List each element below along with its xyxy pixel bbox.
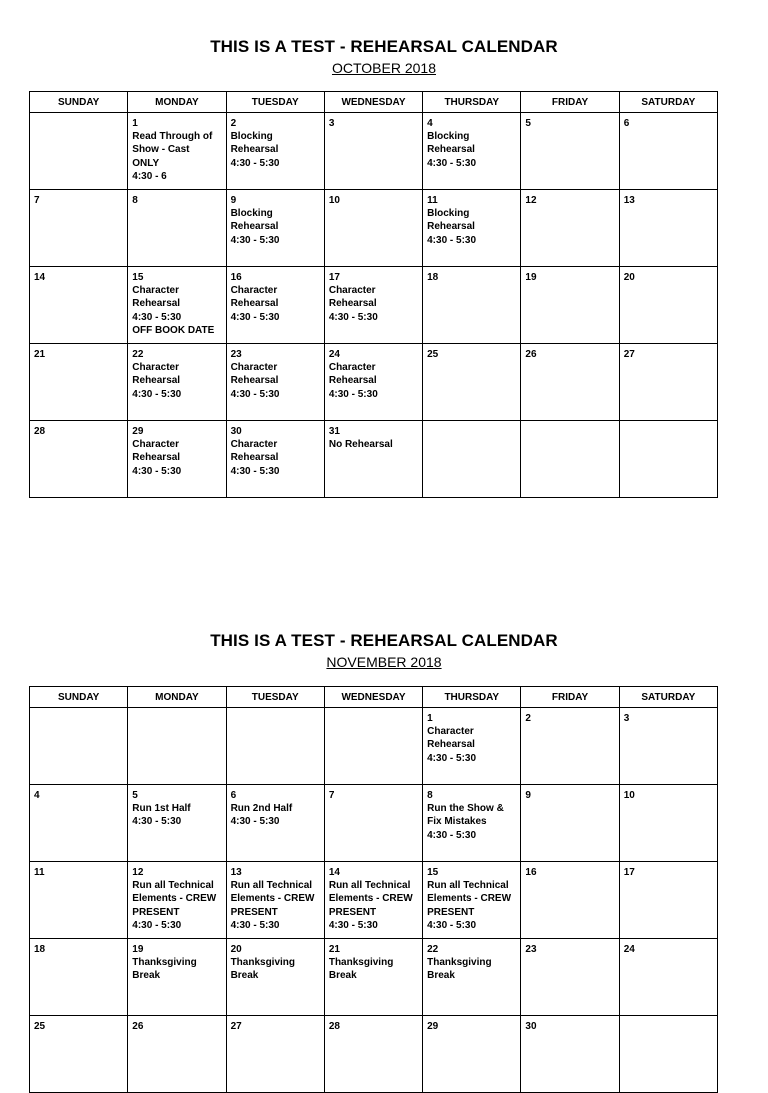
week-row [30, 862, 718, 939]
day-cell [226, 785, 324, 862]
day-number: 13 [623, 195, 635, 206]
day-cell [619, 267, 717, 344]
day-cell [226, 421, 324, 498]
day-cell [423, 267, 521, 344]
day-number: 12 [525, 195, 537, 206]
day-cell [521, 1016, 619, 1093]
day-number: 4 [427, 118, 433, 129]
day-number: 26 [525, 349, 537, 360]
day-cell [619, 862, 717, 939]
day-number: 24 [623, 944, 635, 955]
day-cell [128, 939, 226, 1016]
day-number: 21 [328, 944, 340, 955]
day-cell [619, 344, 717, 421]
day-cell [423, 421, 521, 498]
day-number: 9 [230, 195, 237, 206]
weekday-sunday: SUNDAY [30, 687, 128, 708]
day-number: 18 [427, 272, 439, 283]
day-number: 22 [132, 349, 144, 360]
day-number: 22 [427, 944, 439, 955]
week-row [30, 785, 718, 862]
day-cell [128, 190, 226, 267]
day-cell [423, 785, 521, 862]
event-text: Character Rehearsal 4:30 - 5:30 [132, 362, 182, 400]
day-number: 15 [427, 867, 439, 878]
day-number: 28 [328, 1021, 340, 1032]
october-weeks [30, 113, 718, 498]
weekday-wednesday: WEDNESDAY [324, 687, 422, 708]
weekday-saturday: SATURDAY [619, 92, 717, 113]
november-calendar [29, 686, 718, 1093]
day-cell [324, 862, 422, 939]
event-text: Thanksgiving Break [132, 957, 197, 982]
day-cell [324, 267, 422, 344]
week-row [30, 190, 718, 267]
event-text: Run the Show & Fix Mistakes 4:30 - 5:30 [427, 803, 504, 841]
day-number: 29 [132, 426, 144, 437]
event-text: Run 1st Half 4:30 - 5:30 [132, 803, 191, 828]
event-text: Run all Technical Elements - CREW PRESENT 4:30 - 5:30 [328, 880, 413, 931]
day-number: 2 [525, 713, 531, 724]
day-cell [30, 190, 128, 267]
october-calendar-title: THIS IS A TEST - REHEARSAL CALENDAR [210, 37, 558, 56]
day-number: 11 [34, 867, 45, 878]
october-calendar [29, 91, 718, 498]
day-number: 27 [623, 349, 635, 360]
weekday-wednesday: WEDNESDAY [324, 92, 422, 113]
day-number: 27 [230, 1021, 242, 1032]
day-cell [128, 421, 226, 498]
day-cell [30, 113, 128, 190]
event-text: Run 2nd Half 4:30 - 5:30 [230, 803, 293, 828]
day-number: 30 [525, 1021, 537, 1032]
day-cell [226, 113, 324, 190]
week-row [30, 939, 718, 1016]
day-number: 3 [623, 713, 630, 724]
day-cell [423, 1016, 521, 1093]
event-text: Character Rehearsal 4:30 - 5:30 [328, 362, 378, 400]
day-cell [30, 267, 128, 344]
event-text: Thanksgiving Break [328, 957, 394, 982]
day-cell [423, 939, 521, 1016]
day-cell [30, 708, 128, 785]
week-row [30, 421, 718, 498]
weekday-header-row [30, 92, 718, 113]
day-cell [324, 785, 422, 862]
day-number: 15 [132, 272, 144, 283]
event-text: Run all Technical Elements - CREW PRESENT 4:30 - 5:30 [230, 880, 315, 931]
day-cell [128, 344, 226, 421]
day-cell [226, 939, 324, 1016]
day-cell [324, 939, 422, 1016]
day-cell [30, 785, 128, 862]
day-cell [30, 1016, 128, 1093]
event-text: Thanksgiving Break [427, 957, 492, 982]
event-text: Run all Technical Elements - CREW PRESENT 4:30 - 5:30 [427, 880, 512, 931]
day-cell [521, 421, 619, 498]
day-cell [423, 862, 521, 939]
day-cell [521, 344, 619, 421]
day-number: 12 [132, 867, 144, 878]
day-cell [324, 190, 422, 267]
event-text: Blocking Rehearsal 4:30 - 5:30 [230, 208, 280, 246]
day-cell [324, 708, 422, 785]
october-month-label: OCTOBER 2018 [331, 60, 436, 76]
day-number: 25 [427, 349, 439, 360]
day-number: 29 [427, 1021, 439, 1032]
day-cell [128, 862, 226, 939]
day-cell [619, 190, 717, 267]
day-cell [619, 1016, 717, 1093]
event-text: Blocking Rehearsal 4:30 - 5:30 [427, 131, 477, 169]
day-cell [619, 421, 717, 498]
day-number: 24 [328, 349, 340, 360]
day-cell [521, 785, 619, 862]
event-text: Character Rehearsal 4:30 - 5:30 [427, 726, 477, 764]
weekday-thursday: THURSDAY [423, 92, 521, 113]
day-cell [226, 267, 324, 344]
day-number: 10 [328, 195, 340, 206]
day-cell [619, 785, 717, 862]
day-number: 2 [230, 118, 237, 129]
weekday-tuesday: TUESDAY [226, 687, 324, 708]
event-text: Character Rehearsal 4:30 - 5:30 [328, 285, 378, 323]
day-number: 8 [427, 790, 433, 801]
november-calendar-table [29, 686, 718, 1093]
day-cell [521, 267, 619, 344]
event-text: Read Through of Show - Cast ONLY 4:30 - 6 [132, 131, 213, 182]
day-number: 1 [132, 118, 138, 129]
day-cell [30, 862, 128, 939]
day-cell [128, 708, 226, 785]
weekday-sunday: SUNDAY [30, 92, 128, 113]
week-row [30, 267, 718, 344]
day-cell [324, 421, 422, 498]
day-cell [324, 344, 422, 421]
day-number: 7 [34, 195, 40, 206]
day-number: 19 [132, 944, 144, 955]
day-number: 13 [230, 867, 242, 878]
weekday-tuesday: TUESDAY [226, 92, 324, 113]
event-text: Thanksgiving Break [230, 957, 296, 982]
day-number: 19 [525, 272, 537, 283]
weekday-friday: FRIDAY [521, 92, 619, 113]
day-number: 28 [34, 426, 46, 437]
october-calendar-table [29, 91, 718, 498]
week-row [30, 344, 718, 421]
day-cell [226, 190, 324, 267]
event-text: Character Rehearsal 4:30 - 5:30 [230, 285, 280, 323]
week-row [30, 1016, 718, 1093]
day-cell [324, 113, 422, 190]
weekday-thursday: THURSDAY [423, 687, 521, 708]
day-number: 20 [623, 272, 635, 283]
weekday-header-row [30, 687, 718, 708]
day-cell [226, 708, 324, 785]
event-text: Blocking Rehearsal 4:30 - 5:30 [230, 131, 280, 169]
day-number: 31 [328, 426, 340, 437]
day-cell [128, 785, 226, 862]
day-cell [423, 190, 521, 267]
day-number: 14 [328, 867, 340, 878]
day-cell [619, 939, 717, 1016]
day-number: 4 [34, 790, 40, 801]
day-cell [226, 1016, 324, 1093]
day-number: 18 [34, 944, 46, 955]
event-text: Character Rehearsal 4:30 - 5:30 [230, 362, 280, 400]
day-number: 3 [328, 118, 335, 129]
day-number: 14 [34, 272, 46, 283]
day-cell [226, 344, 324, 421]
day-number: 5 [525, 118, 531, 129]
day-number: 23 [525, 944, 537, 955]
day-cell [128, 113, 226, 190]
november-calendar-title: THIS IS A TEST - REHEARSAL CALENDAR [210, 631, 558, 650]
event-text: Blocking Rehearsal 4:30 - 5:30 [427, 208, 477, 246]
day-number: 16 [525, 867, 537, 878]
day-number: 23 [230, 349, 242, 360]
day-number: 30 [230, 426, 242, 437]
week-row [30, 113, 718, 190]
day-number: 8 [132, 195, 138, 206]
weekday-saturday: SATURDAY [619, 687, 717, 708]
day-cell [521, 190, 619, 267]
day-number: 26 [132, 1021, 144, 1032]
event-text: No Rehearsal [328, 439, 393, 451]
day-cell [619, 113, 717, 190]
weekday-monday: MONDAY [128, 687, 226, 708]
day-number: 16 [230, 272, 242, 283]
day-number: 1 [427, 713, 433, 724]
day-number: 6 [230, 790, 237, 801]
day-cell [521, 939, 619, 1016]
day-number: 20 [230, 944, 242, 955]
event-text: Run all Technical Elements - CREW PRESENT 4:30 - 5:30 [132, 880, 217, 931]
event-text: Character Rehearsal 4:30 - 5:30 OFF BOOK DATE [132, 285, 215, 336]
day-cell [128, 1016, 226, 1093]
day-number: 25 [34, 1021, 46, 1032]
weekday-monday: MONDAY [128, 92, 226, 113]
day-cell [521, 862, 619, 939]
event-text: Character Rehearsal 4:30 - 5:30 [132, 439, 182, 477]
day-number: 21 [34, 349, 46, 360]
day-cell [30, 344, 128, 421]
weekday-friday: FRIDAY [521, 687, 619, 708]
day-cell [423, 344, 521, 421]
day-cell [324, 1016, 422, 1093]
day-cell [423, 708, 521, 785]
day-cell [30, 939, 128, 1016]
november-month-label: NOVEMBER 2018 [326, 654, 442, 670]
november-weeks [30, 708, 718, 1093]
day-number: 11 [427, 195, 438, 206]
day-cell [619, 708, 717, 785]
day-number: 10 [623, 790, 635, 801]
day-number: 7 [328, 790, 335, 801]
day-number: 5 [132, 790, 138, 801]
day-number: 17 [623, 867, 635, 878]
event-text: Character Rehearsal 4:30 - 5:30 [230, 439, 280, 477]
day-cell [521, 708, 619, 785]
day-cell [226, 862, 324, 939]
day-cell [30, 421, 128, 498]
day-cell [423, 113, 521, 190]
day-number: 17 [328, 272, 340, 283]
week-row [30, 708, 718, 785]
day-number: 6 [623, 118, 630, 129]
day-cell [128, 267, 226, 344]
day-cell [521, 113, 619, 190]
day-number: 9 [525, 790, 531, 801]
